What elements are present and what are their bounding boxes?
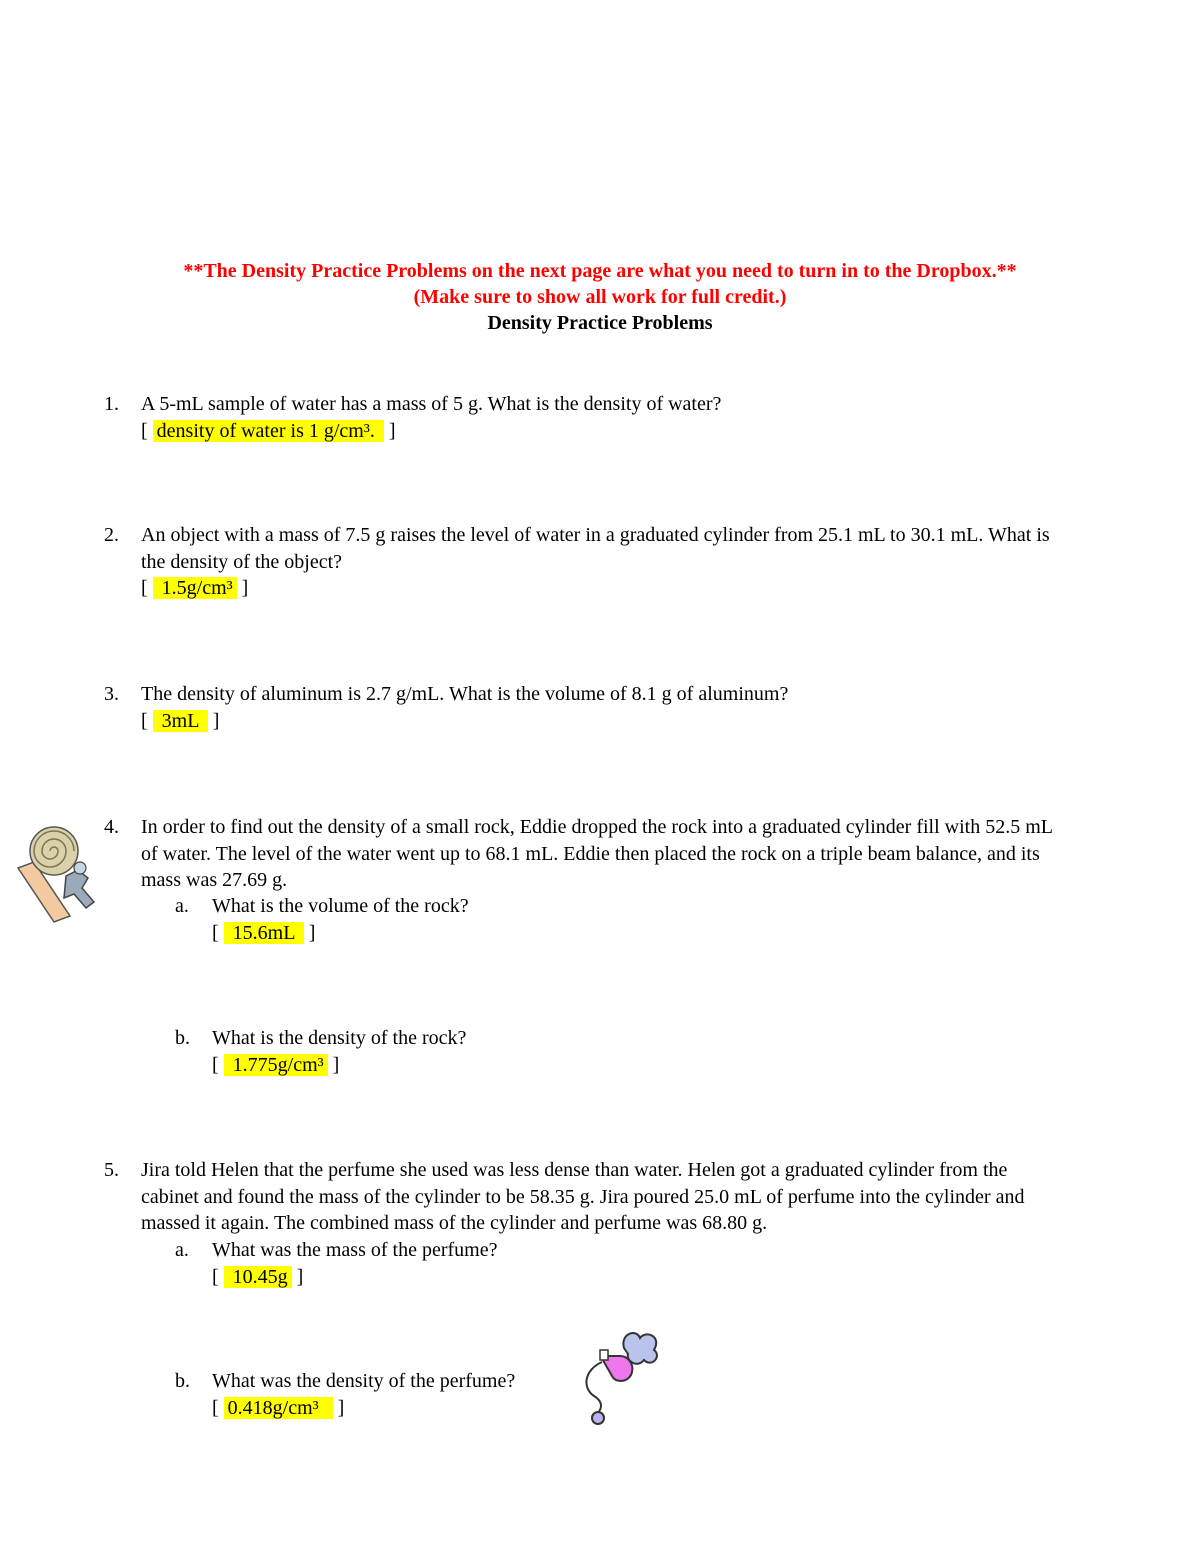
- answer-highlight: 15.6mL: [224, 922, 304, 944]
- question-text: Jira told Helen that the perfume she used was less dense than water. Helen got a graduated cylinder from the: [141, 1159, 1008, 1181]
- question-number: 5.: [104, 1159, 119, 1181]
- answer-line: [ 10.45g ]: [212, 1265, 304, 1288]
- page-title: Density Practice Problems: [487, 312, 713, 334]
- answer-line: [ 3mL ]: [141, 709, 220, 732]
- question-5: [104, 1157, 1144, 1237]
- answer-line: [ 1.775g/cm³ ]: [212, 1053, 340, 1076]
- question-text: The density of aluminum is 2.7 g/mL. What is the volume of 8.1 g of aluminum?: [141, 683, 789, 705]
- perfume-bottle-icon: [578, 1326, 664, 1428]
- question-4b: [175, 1025, 466, 1078]
- question-4a: [175, 893, 469, 946]
- part-text: What was the density of the perfume?: [212, 1370, 516, 1392]
- question-text: A 5-mL sample of water has a mass of 5 g. What is the density of water?: [141, 393, 722, 415]
- rock-pusher-icon: [14, 818, 98, 924]
- answer-highlight: density of water is 1 g/cm³.: [153, 420, 384, 442]
- question-3: [104, 681, 1144, 734]
- question-5a: [175, 1237, 497, 1290]
- question-text: massed it again. The combined mass of the cylinder and perfume was 68.80 g.: [141, 1212, 768, 1234]
- answer-highlight: 1.775g/cm³: [224, 1054, 328, 1076]
- part-text: What is the density of the rock?: [212, 1027, 467, 1049]
- question-text: mass was 27.69 g.: [141, 869, 288, 891]
- question-text: the density of the object?: [141, 550, 343, 573]
- part-letter: b.: [175, 1027, 190, 1049]
- question-2: [104, 522, 1144, 602]
- part-text: What is the volume of the rock?: [212, 895, 469, 917]
- question-text: An object with a mass of 7.5 g raises the level of water in a graduated cylinder from 25.1 mL to 30.1 mL. What is: [141, 524, 1050, 546]
- question-text: cabinet and found the mass of the cylinder to be 58.35 g. Jira poured 25.0 mL of perfume into the cylinder and: [141, 1185, 1025, 1208]
- answer-line: [ 15.6mL ]: [212, 921, 316, 944]
- question-number: 4.: [104, 816, 119, 838]
- answer-line: [ 0.418g/cm³ ]: [212, 1396, 345, 1419]
- answer-highlight: 3mL: [153, 710, 208, 732]
- part-letter: a.: [175, 1239, 189, 1261]
- part-text: What was the mass of the perfume?: [212, 1239, 498, 1261]
- question-5b: [175, 1368, 515, 1421]
- question-1: [104, 391, 1144, 444]
- answer-highlight: 0.418g/cm³: [224, 1397, 333, 1419]
- answer-highlight: 1.5g/cm³: [153, 577, 237, 599]
- question-number: 2.: [104, 524, 119, 546]
- question-number: 3.: [104, 683, 119, 705]
- question-number: 1.: [104, 393, 119, 415]
- question-text: In order to find out the density of a small rock, Eddie dropped the rock into a graduated cylinder fill with 52.5 mL: [141, 816, 1053, 838]
- answer-line: [ density of water is 1 g/cm³. ]: [141, 419, 396, 442]
- answer-highlight: 10.45g: [224, 1266, 292, 1288]
- question-4: [104, 814, 1144, 894]
- question-text: of water. The level of the water went up to 68.1 mL. Eddie then placed the rock on a triple beam balance, and its: [141, 842, 1040, 865]
- dropbox-notice: **The Density Practice Problems on the next page are what you need to turn in to the Dropbox.**: [183, 260, 1017, 282]
- credit-note: (Make sure to show all work for full credit.): [413, 286, 787, 308]
- answer-line: [ 1.5g/cm³ ]: [141, 577, 249, 599]
- part-letter: b.: [175, 1370, 190, 1392]
- part-letter: a.: [175, 895, 189, 917]
